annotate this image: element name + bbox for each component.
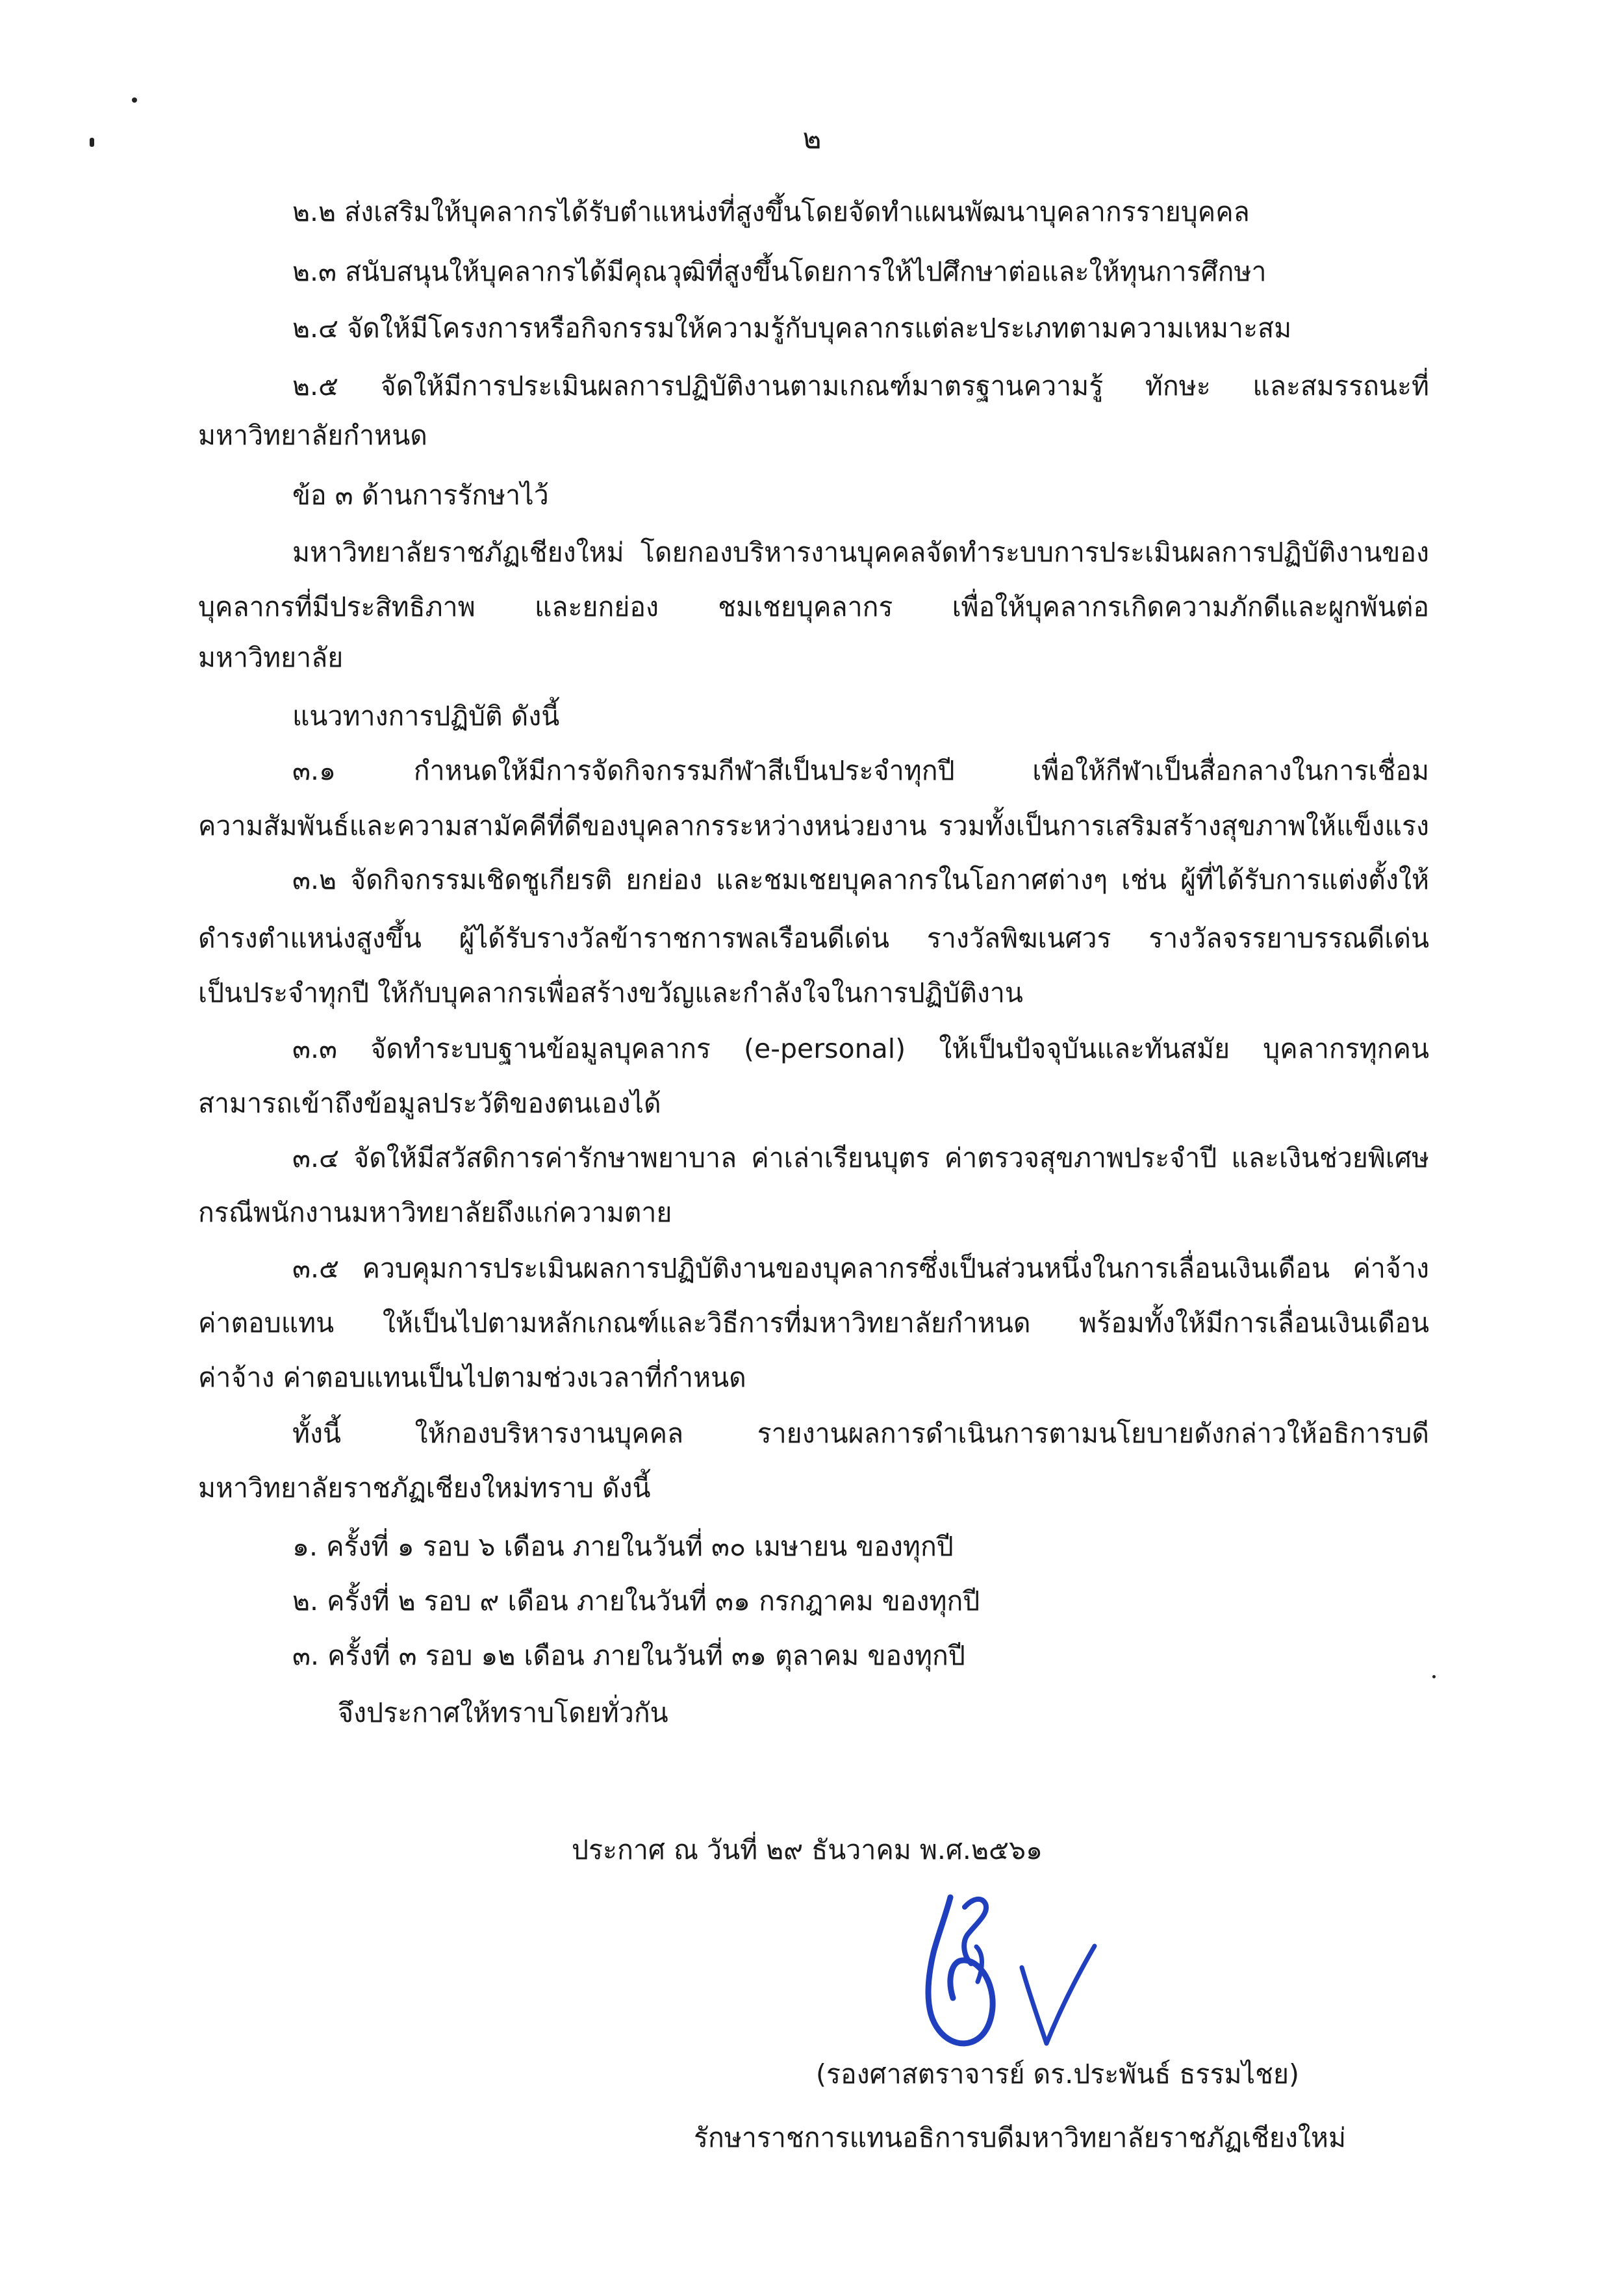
page-number: ๒ bbox=[802, 122, 822, 155]
paragraph-line: ค่าตอบแทน ให้เป็นไปตามหลักเกณฑ์และวิธีการที่มหาวิทยาลัยกำหนด พร้อมทั้งให้มีการเลื่อนเงินเดือน bbox=[198, 1307, 1429, 1339]
paragraph-line: ๒.๒ ส่งเสริมให้บุคลากรได้รับตำแหน่งที่สูงขึ้นโดยจัดทำแผนพัฒนาบุคลากรรายบุคคล bbox=[292, 196, 1250, 227]
paragraph-line: มหาวิทยาลัย bbox=[198, 642, 344, 673]
paragraph-line: ดำรงตำแหน่งสูงขึ้น ผู้ได้รับรางวัลข้าราชการพลเรือนดีเด่น รางวัลพิฆเนศวร รางวัลจรรยาบรรณดีเด่น bbox=[198, 923, 1429, 954]
paragraph-line: สามารถเข้าถึงข้อมูลประวัติของตนเองได้ bbox=[198, 1088, 661, 1119]
closing-line: จึงประกาศให้ทราบโดยทั่วกัน bbox=[338, 1697, 668, 1728]
paragraph-line: ๒.๓ สนับสนุนให้บุคลากรได้มีคุณวุฒิที่สูงขึ้นโดยการให้ไปศึกษาต่อและให้ทุนการศึกษา bbox=[292, 256, 1267, 287]
section-heading: ข้อ ๓ ด้านการรักษาไว้ bbox=[292, 480, 549, 511]
paragraph-line: มหาวิทยาลัยราชภัฏเชียงใหม่ โดยกองบริหารงานบุคคลจัดทำระบบการประเมินผลการปฏิบัติงานของ bbox=[292, 537, 1429, 568]
paragraph-line: ๒.๕ จัดให้มีการประเมินผลการปฏิบัติงานตามเกณฑ์มาตรฐานความรู้ ทักษะ และสมรรถนะที่ bbox=[292, 370, 1429, 402]
paragraph-line: เป็นประจำทุกปี ให้กับบุคลากรเพื่อสร้างขวัญและกำลังใจในการปฏิบัติงาน bbox=[198, 977, 1023, 1008]
list-item: ๓. ครั้งที่ ๓ รอบ ๑๒ เดือน ภายในวันที่ ๓๑ ตุลาคม ของทุกปี bbox=[292, 1640, 965, 1671]
paragraph-line: มหาวิทยาลัยกำหนด bbox=[198, 420, 427, 451]
paragraph-line: ทั้งนี้ ให้กองบริหารงานบุคคล รายงานผลการดำเนินการตามนโยบายดังกล่าวให้อธิการบดี bbox=[292, 1418, 1429, 1449]
list-item: ๒. ครั้งที่ ๒ รอบ ๙ เดือน ภายในวันที่ ๓๑ กรกฎาคม ของทุกปี bbox=[292, 1585, 980, 1617]
signatory-name: (รองศาสตราจารย์ ดร.ประพันธ์ ธรรมไชย) bbox=[816, 2058, 1299, 2090]
paragraph-line: ๓.๕ ควบคุมการประเมินผลการปฏิบัติงานของบุคลากรซึ่งเป็นส่วนหนึ่งในการเลื่อนเงินเดือน ค่าจ้าง bbox=[292, 1253, 1429, 1284]
paragraph-line: ๓.๔ จัดให้มีสวัสดิการค่ารักษาพยาบาล ค่าเล่าเรียนบุตร ค่าตรวจสุขภาพประจำปี และเงินช่วยพิเศษ bbox=[292, 1142, 1429, 1173]
paragraph-line: ความสัมพันธ์และความสามัคคีที่ดีของบุคลากรระหว่างหน่วยงาน รวมทั้งเป็นการเสริมสร้างสุขภาพให้แข็งแรง bbox=[198, 810, 1429, 841]
paragraph-line: กรณีพนักงานมหาวิทยาลัยถึงแก่ความตาย bbox=[198, 1197, 672, 1228]
scan-speck bbox=[132, 97, 137, 103]
paragraph-line: ๓.๓ จัดทำระบบฐานข้อมูลบุคลากร (e-personal) ให้เป็นปัจจุบันและทันสมัย บุคลากรทุกคน bbox=[292, 1033, 1429, 1064]
paragraph-line: ๒.๔ จัดให้มีโครงการหรือกิจกรรมให้ความรู้กับบุคลากรแต่ละประเภทตามความเหมาะสม bbox=[292, 313, 1292, 344]
scan-speck bbox=[1432, 1675, 1436, 1678]
list-item: ๑. ครั้งที่ ๑ รอบ ๖ เดือน ภายในวันที่ ๓๐ เมษายน ของทุกปี bbox=[292, 1531, 954, 1562]
paragraph-line: ๓.๒ จัดกิจกรรมเชิดชูเกียรติ ยกย่อง และชมเชยบุคลากรในโอกาศต่างๆ เช่น ผู้ที่ได้รับการแต่งตั้งให้ bbox=[292, 864, 1429, 895]
section-heading: แนวทางการปฏิบัติ ดังนี้ bbox=[292, 700, 560, 732]
announcement-date: ประกาศ ณ วันที่ ๒๙ ธันวาคม พ.ศ.๒๕๖๑ bbox=[572, 1834, 1043, 1865]
paragraph-line: บุคลากรที่มีประสิทธิภาพ และยกย่อง ชมเชยบุคลากร เพื่อให้บุคลากรเกิดความภักดีและผูกพันต่อ bbox=[198, 591, 1429, 622]
paragraph-line: มหาวิทยาลัยราชภัฏเชียงใหม่ทราบ ดังนี้ bbox=[198, 1472, 651, 1504]
paragraph-line: ค่าจ้าง ค่าตอบแทนเป็นไปตามช่วงเวลาที่กำหนด bbox=[198, 1362, 746, 1393]
paragraph-line: ๓.๑ กำหนดให้มีการจัดกิจกรรมกีฬาสีเป็นประจำทุกปี เพื่อให้กีฬาเป็นสื่อกลางในการเชื่อม bbox=[292, 755, 1429, 786]
handwritten-signature bbox=[900, 1884, 1114, 2073]
signatory-title: รักษาราชการแทนอธิการบดีมหาวิทยาลัยราชภัฏเชียงใหม่ bbox=[694, 2122, 1346, 2153]
